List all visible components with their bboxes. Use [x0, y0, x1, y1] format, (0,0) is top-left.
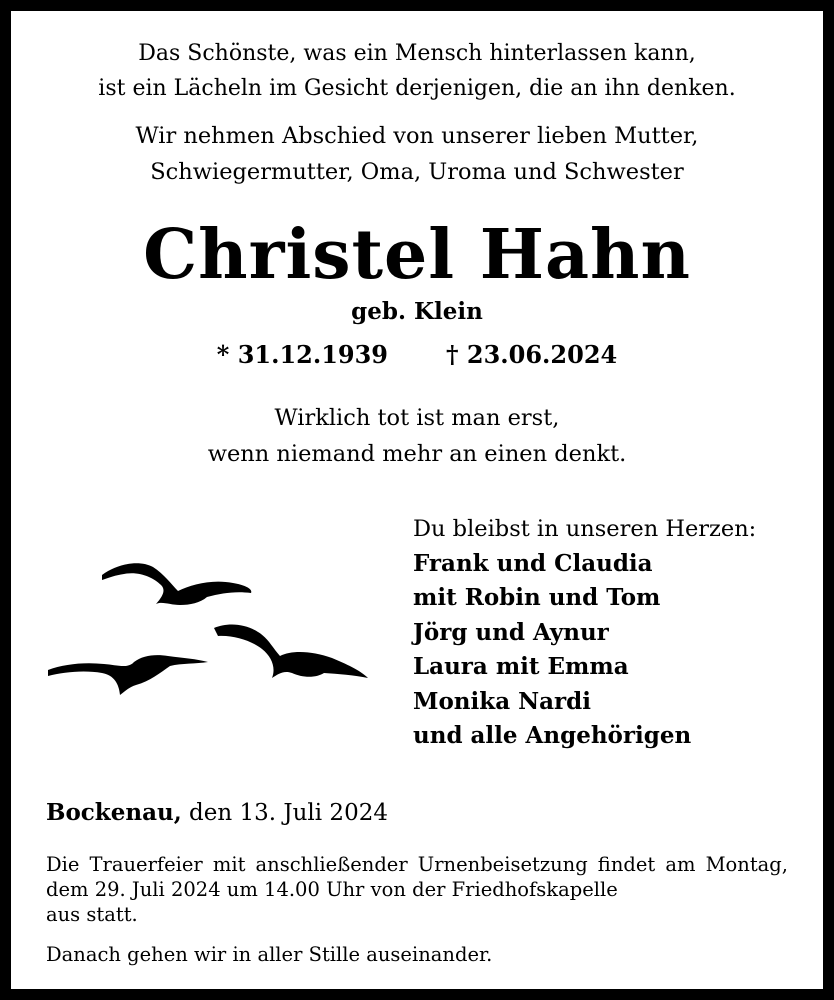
farewell-text — [11, 118, 823, 190]
memorial-saying — [11, 400, 823, 472]
quote-line: ist ein Lächeln im Gesicht derjenigen, die an ihn denken. — [98, 76, 736, 101]
deceased-name: Christel Hahn — [143, 215, 691, 295]
family-signatures — [413, 512, 756, 753]
family-member: Jörg und Aynur — [413, 618, 609, 646]
family-member: Laura mit Emma — [413, 653, 629, 681]
family-member: und alle Angehörigen — [413, 722, 692, 750]
farewell-line: Wir nehmen Abschied von unserer lieben Mutter, — [135, 123, 699, 149]
opening-quote — [11, 36, 823, 106]
family-intro: Du bleibst in unseren Herzen: — [413, 516, 757, 542]
notice-date: den 13. Juli 2024 — [189, 800, 388, 826]
family-member: Monika Nardi — [413, 687, 591, 715]
saying-line: Wirklich tot ist man erst, — [274, 405, 560, 431]
maiden-name: geb. Klein — [351, 298, 483, 325]
family-member: mit Robin und Tom — [413, 584, 661, 612]
place-name: Bockenau, — [46, 799, 182, 826]
flying-birds-icon — [40, 550, 380, 700]
saying-line: wenn niemand mehr an einen denkt. — [207, 441, 627, 467]
closing-note: Danach gehen wir in aller Stille auseinander. — [46, 943, 493, 966]
place-and-date — [46, 796, 388, 830]
death-date: † 23.06.2024 — [446, 340, 618, 369]
life-dates — [11, 338, 823, 372]
funeral-info — [46, 852, 788, 927]
funeral-info-line: aus statt. — [46, 903, 138, 926]
birth-date: * 31.12.1939 — [216, 340, 388, 369]
farewell-line: Schwiegermutter, Oma, Uroma und Schwester — [150, 159, 684, 185]
funeral-info-line: Montag, dem 29. Juli 2024 um 14.00 Uhr von der Friedhofskapelle — [46, 853, 788, 901]
quote-line: Das Schönste, was ein Mensch hinterlassen kann, — [138, 41, 696, 66]
funeral-info-line: Die Trauerfeier mit anschließender Urnenbeisetzung findet am — [46, 853, 696, 876]
family-member: Frank und Claudia — [413, 550, 653, 577]
